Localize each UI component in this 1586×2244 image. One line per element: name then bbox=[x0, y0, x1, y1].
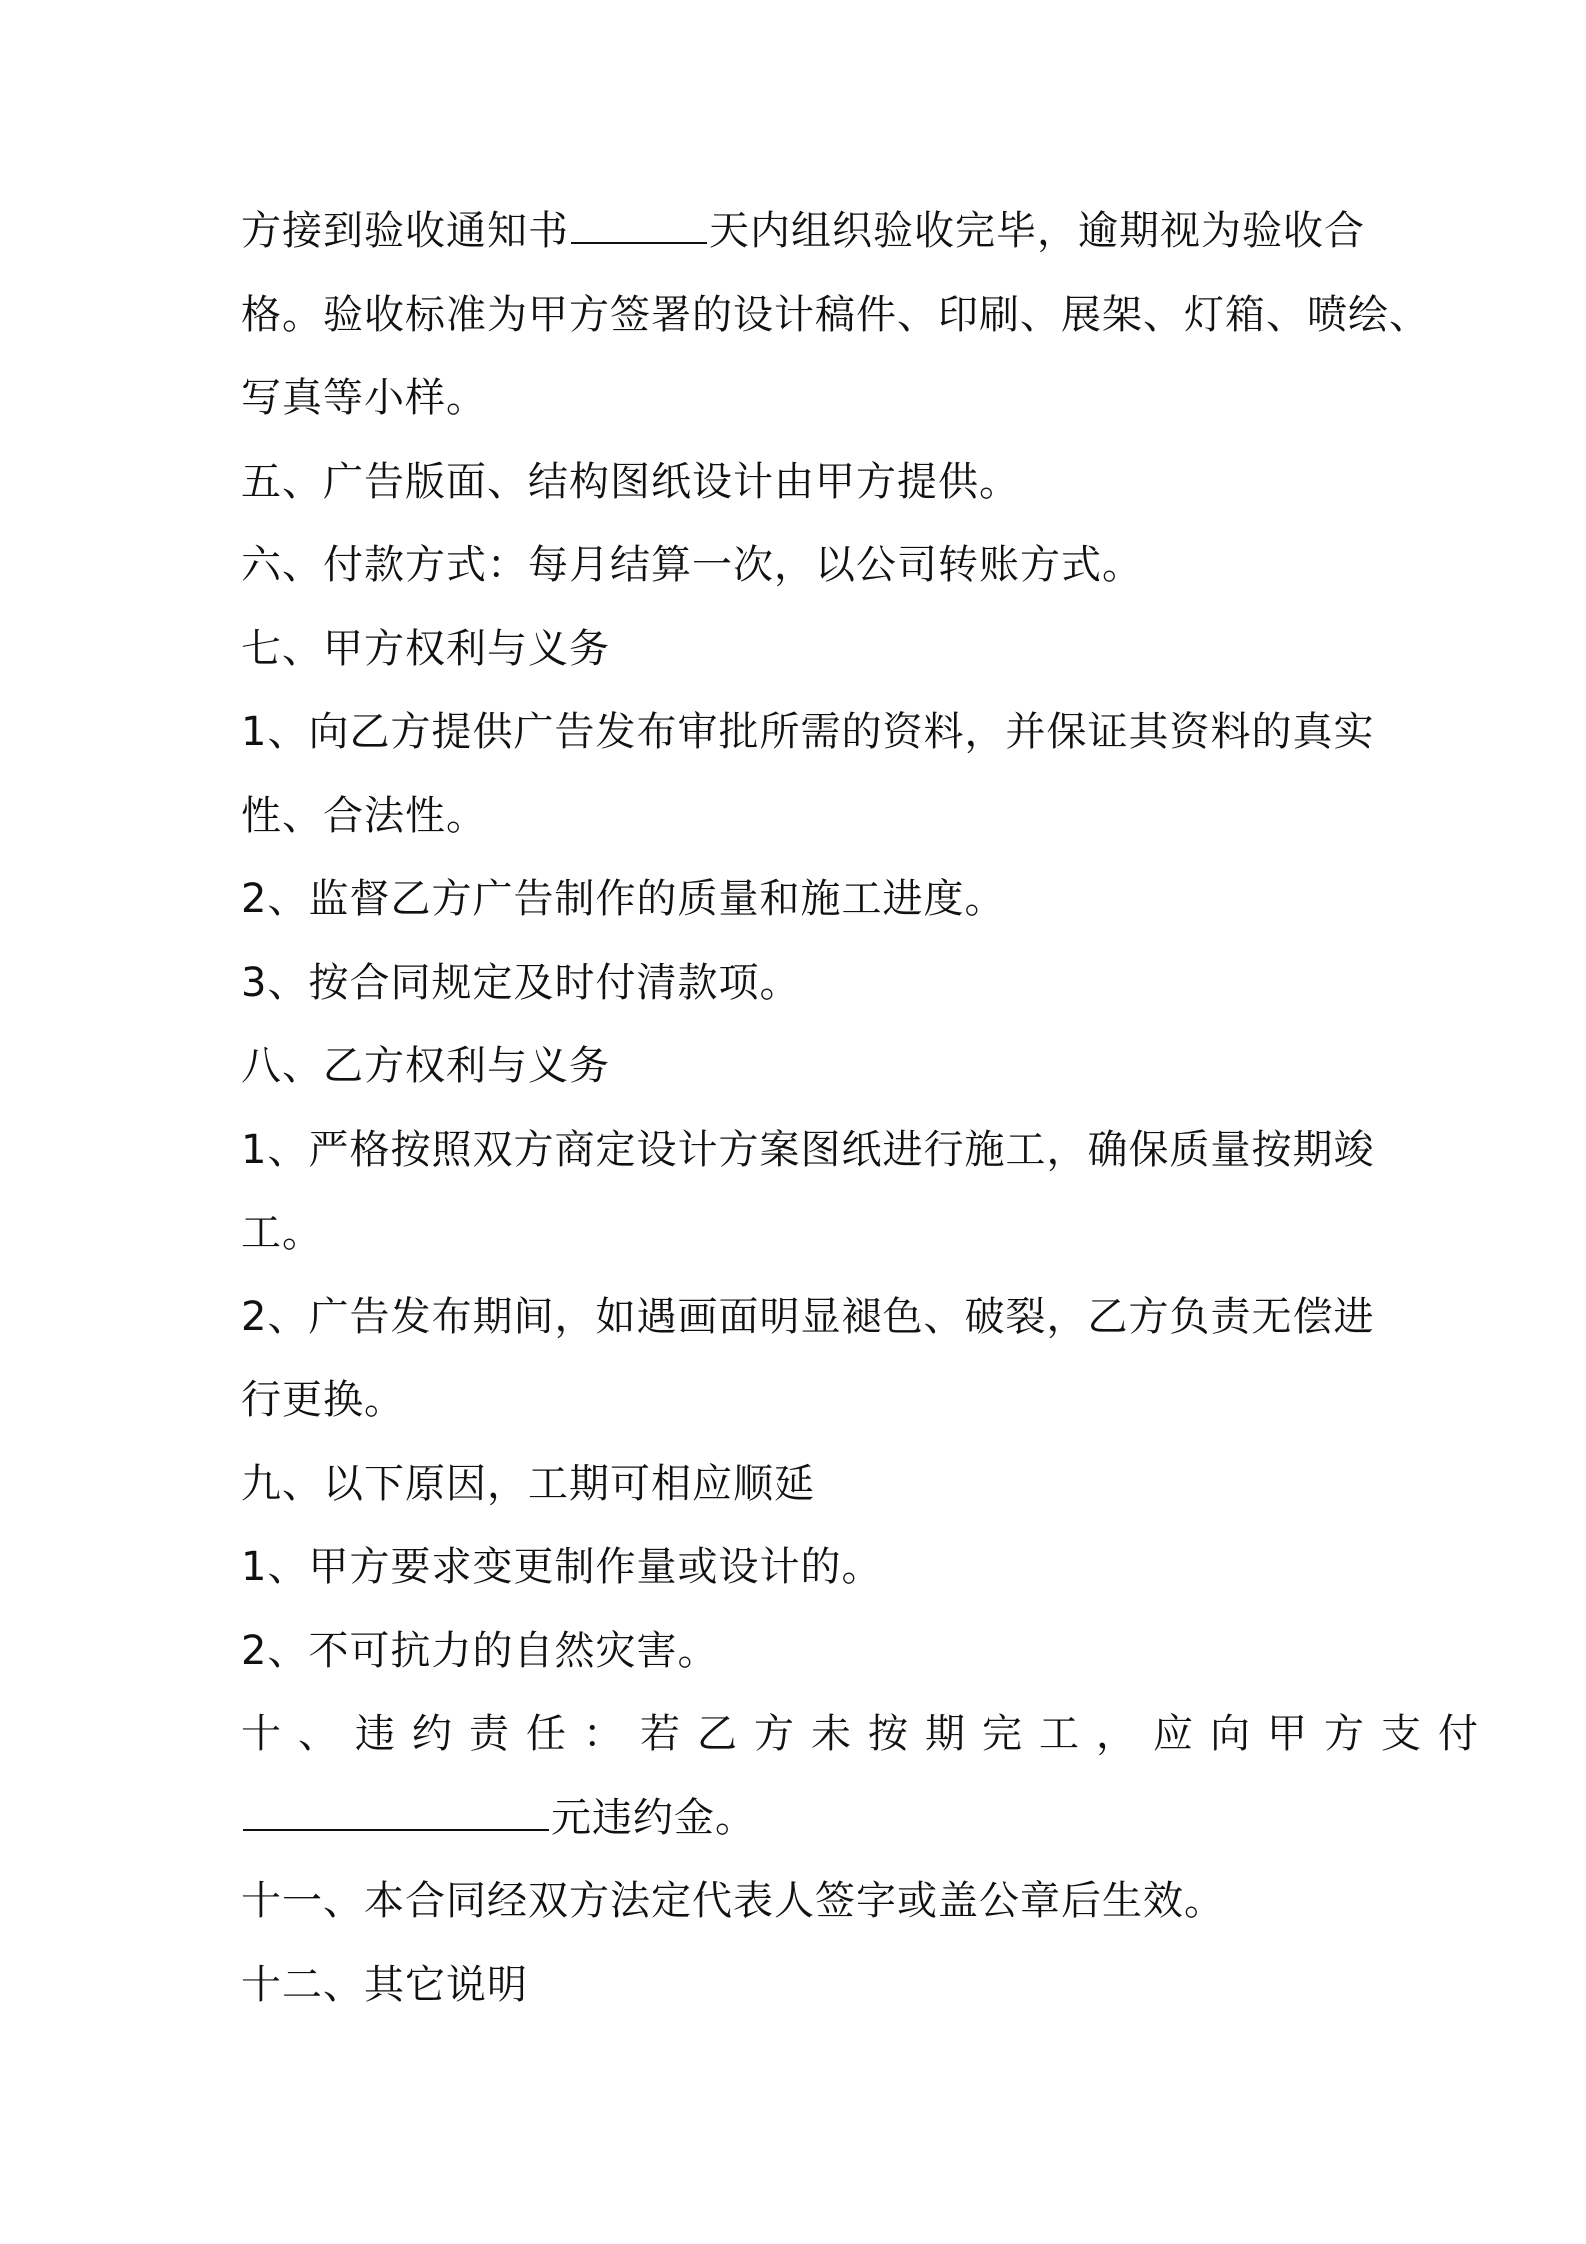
text-line: 性、合法性。 bbox=[241, 792, 487, 839]
section-heading: 十一、本合同经双方法定代表人签字或盖公章后生效。 bbox=[241, 1878, 1225, 1924]
text-line bbox=[241, 190, 1365, 274]
section-heading: 七、甲方权利与义务 bbox=[241, 625, 610, 672]
fill-in-blank bbox=[571, 196, 707, 244]
text-segment: 天内组织验收完毕，逾期视为验收合 bbox=[709, 208, 1365, 254]
text-line: 格。验收标准为甲方签署的设计稿件、印刷、展架、灯箱、喷绘、 bbox=[241, 291, 1430, 338]
document-page bbox=[241, 190, 1495, 2027]
text-line: 行更换。 bbox=[241, 1377, 405, 1423]
text-line: 写真等小样。 bbox=[241, 375, 487, 421]
list-item: 1、甲方要求变更制作量或设计的。 bbox=[241, 1544, 883, 1590]
fill-in-blank bbox=[243, 1783, 549, 1831]
section-heading: 十、违约责任：若乙方未按期完工，应向甲方支付 bbox=[241, 1711, 1495, 1757]
text-line: 工。 bbox=[241, 1210, 323, 1256]
list-item: 1、向乙方提供广告发布审批所需的资料，并保证其资料的真实 bbox=[241, 709, 1375, 755]
section-heading: 五、广告版面、结构图纸设计由甲方提供。 bbox=[241, 458, 1020, 505]
text-segment: 元违约金。 bbox=[551, 1794, 756, 1841]
list-item: 2、监督乙方广告制作的质量和施工进度。 bbox=[241, 876, 1006, 922]
section-heading: 十二、其它说明 bbox=[241, 1961, 528, 2008]
list-item: 1、严格按照双方商定设计方案图纸进行施工，确保质量按期竣 bbox=[241, 1126, 1375, 1173]
section-heading: 六、付款方式：每月结算一次，以公司转账方式。 bbox=[241, 542, 1143, 588]
list-item: 3、按合同规定及时付清款项。 bbox=[241, 959, 801, 1006]
list-item: 2、不可抗力的自然灾害。 bbox=[241, 1627, 719, 1674]
section-heading: 八、乙方权利与义务 bbox=[241, 1043, 610, 1089]
text-segment: 方接到验收通知书 bbox=[241, 208, 569, 254]
list-item: 2、广告发布期间，如遇画面明显褪色、破裂，乙方负责无偿进 bbox=[241, 1293, 1375, 1340]
text-line bbox=[241, 1777, 1353, 1861]
section-heading: 九、以下原因，工期可相应顺延 bbox=[241, 1460, 815, 1507]
